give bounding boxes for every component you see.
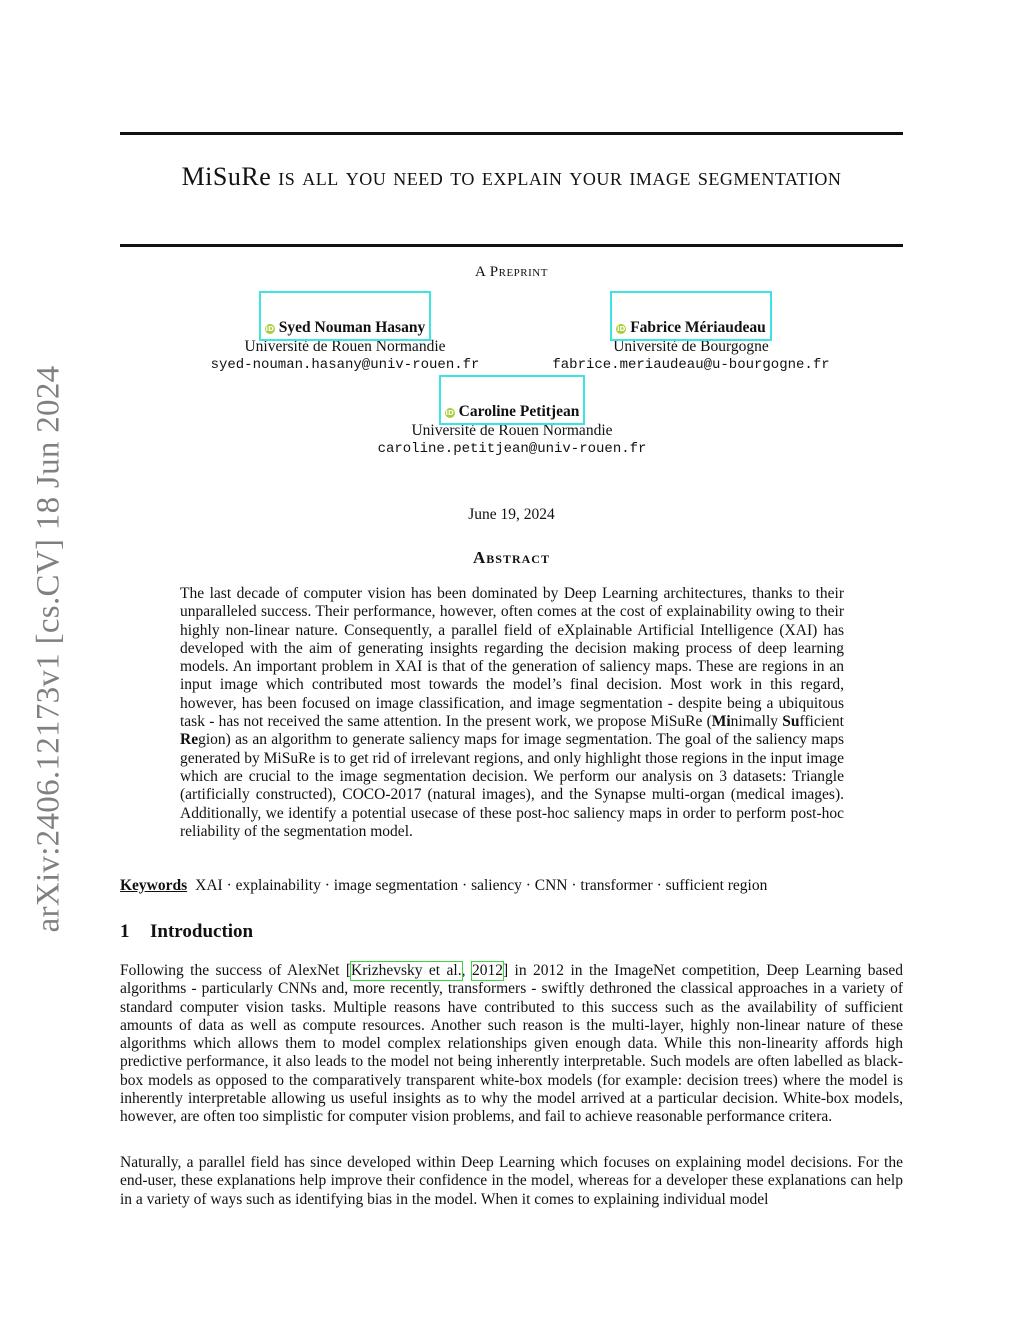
abstract-text-part-1: The last decade of computer vision has been dominated by Deep Learning architectures, thanks to their unparalleled success. Their performance, however, often comes at the cost of explainability owing to their highly non-linear nature. Consequently, a parallel field of eXplainable Artificial Intelligence (XAI) has developed with the aim of generating insights regarding the decision making process of deep learning models. An important problem in XAI is that of the generation of saliency maps. These are regions in an input image which contributed most towards the model’s final decision. Most work in this regard, however, has been focused on image classification, and image segmentation - despite being a ubiquitous task - has not received the same attention. In the present work, we propose MiSuRe ( <box>180 585 844 731</box>
publication-date: June 19, 2024 <box>468 506 555 523</box>
arxiv-identifier-text: arXiv:2406.12173v1 [cs.CV] 18 Jun 2024 <box>30 365 67 933</box>
section-heading-introduction <box>120 921 253 943</box>
intro-text-before-citation: Following the success of AlexNet [ <box>120 962 352 979</box>
author-affiliation: Université de Bourgogne <box>613 338 769 355</box>
orcid-icon: iD <box>265 325 274 333</box>
author-block-2 <box>530 318 852 375</box>
author-email[interactable]: caroline.petitjean@univ-rouen.fr <box>377 441 647 457</box>
intro-paragraph-2: Naturally, a parallel field has since developed within Deep Learning which focuses on explaining model decisions. For the end-user, these explanations help improve their confidence in the model, whereas for a developer these explanations can help in a variety of ways such as identifying bias in the model. When it comes to explaining individual model <box>120 1154 903 1208</box>
citation-year-link[interactable] <box>472 962 503 979</box>
citation-year: 2012 <box>471 962 503 979</box>
keywords-list: XAI · explainability · image segmentation · saliency · CNN · transformer · sufficient region <box>195 877 768 894</box>
title-top-rule <box>120 132 903 135</box>
orcid-icon: iD <box>617 325 626 333</box>
acronym-bold-mi: Mi <box>711 713 731 731</box>
author-affiliation: Université de Rouen Normandie <box>411 422 613 439</box>
author-email[interactable]: syed-nouman.hasany@univ-rouen.fr <box>210 357 480 373</box>
citation-author-link[interactable] <box>351 962 462 979</box>
section-title: Introduction <box>150 921 254 942</box>
author-name: Fabrice Mériaudeau <box>630 319 766 336</box>
orcid-icon: iD <box>445 409 454 417</box>
acronym-text-nimally: nimally <box>730 713 783 731</box>
author-affiliation: Université de Rouen Normandie <box>244 338 446 355</box>
acronym-bold-su: Su <box>782 713 800 731</box>
preprint-label: A Preprint <box>475 264 548 280</box>
author-block-1 <box>180 318 510 375</box>
author-link-box <box>259 291 431 341</box>
acronym-bold-re: Re <box>180 731 199 749</box>
author-email[interactable]: fabrice.meriaudeau@u-bourgogne.fr <box>552 357 830 373</box>
author-name-link[interactable] <box>445 402 580 421</box>
author-block-3 <box>347 402 677 459</box>
citation-link-box <box>350 961 463 981</box>
acronym-text-fficient: fficient <box>799 713 844 731</box>
author-name-link[interactable] <box>616 318 766 337</box>
paper-title-rest: is all you need to explain your image segmentation <box>271 162 842 191</box>
author-link-box <box>439 375 586 425</box>
arxiv-identifier-stamp <box>28 358 70 940</box>
citation-author: Krizhevsky et al. <box>351 962 462 979</box>
section-number: 1 <box>120 921 130 942</box>
citation-link-box <box>471 961 504 981</box>
abstract-heading: Abstract <box>473 548 550 567</box>
keywords-label: Keywords <box>120 877 188 894</box>
keywords-line <box>120 877 903 895</box>
paper-title-lead: MiSuRe <box>181 162 272 191</box>
paper-title <box>120 160 903 194</box>
intro-text-after-citation: ] in 2012 in the ImageNet competition, Deep Learning based algorithms - particularly CNNs and, more recently, transformers - swiftly dethroned the classical approaches in a variety of standard computer vision tasks. Multiple reasons have contributed to this success such as the availability of sufficient amounts of data as well as compute resources. Another such reason is the multi-layer, highly non-linear nature of these algorithms which allows them to model complex relationships given enough data. While this non-linearity affords high predictive performance, it also leads to the model not being inherently interpretable. Such models are often labelled as black-box models as opposed to the comparatively transparent white-box models (for example: decision trees) where the model is inherently interpretable allowing us useful insights as to why the model arrived at a particular decision. White-box models, however, are often too simplistic for computer vision problems, and fail to achieve reasonable performance critera. <box>120 962 903 1126</box>
author-name: Caroline Petitjean <box>458 403 580 420</box>
abstract-body <box>180 585 844 841</box>
author-link-box <box>610 291 772 341</box>
intro-paragraph-1 <box>120 962 903 1127</box>
author-name: Syed Nouman Hasany <box>278 319 426 336</box>
citation-separator: , <box>461 962 472 979</box>
abstract-text-part-2: gion) as an algorithm to generate saliency maps for image segmentation. The goal of the saliency maps generated by MiSuRe is to get rid of irrelevant regions, and only highlight those regions in the input image which are crucial to the image segmentation decision. We perform our analysis on 3 datasets: Triangle (artificially constructed), COCO-2017 (natural images), and the Synapse multi-organ (medical images). Additionally, we identify a potential usecase of these post-hoc saliency maps in order to perform post-hoc reliability of the segmentation model. <box>180 731 844 840</box>
title-bottom-rule <box>120 244 903 247</box>
author-name-link[interactable] <box>265 318 425 337</box>
